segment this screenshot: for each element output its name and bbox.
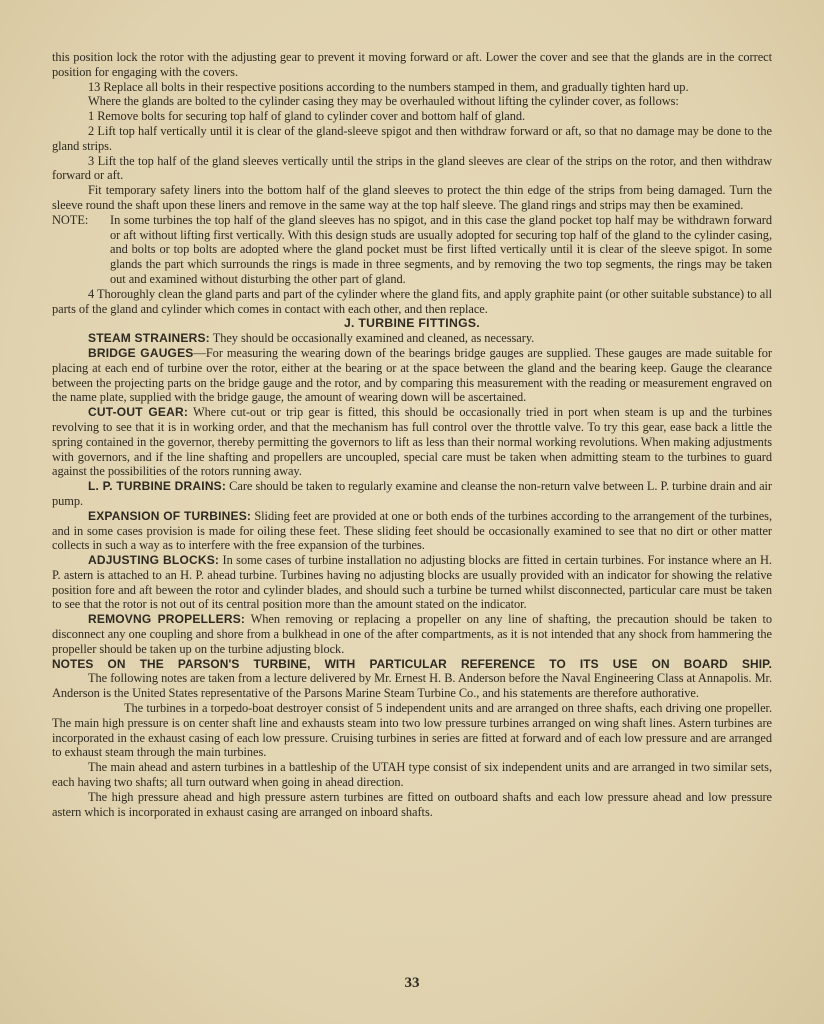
lead-heading: BRIDGE GAUGES [88,345,194,360]
paragraph: this position lock the rotor with the adjusting gear to prevent it moving forward or aft. Lower the cover and see that the glands are in the correct position for engaging with the covers. [52,50,772,79]
paragraph-adjusting-blocks [52,553,772,612]
lead-heading: REMOVNG PROPELLERS: [88,612,246,627]
paragraph-steam-strainers [52,331,772,346]
paragraph: The high pressure ahead and high pressure astern turbines are fitted on outboard shafts and each low pressure ahead and low pressure astern which is incorporated in exhaust casing are arranged on inboard shafts. [52,789,772,819]
paragraph-text: —For measuring the wearing down of the bearings bridge gauges are supplied. These gauges are made suitable for placing at each end of turbine over the rotor, either at the bearing or at the space between the gland and the bearing keep. Gauge the clearance between the projecting parts on the bridge gauge and the rotor, and by comparing this measurement with the reading or measurement engraved on the name plate, supplied with the bridge gauge, the amount of wearing down will be ascertained. [52,345,772,405]
note-text: In some turbines the top half of the gland sleeves has no spigot, and in this case the gland pocket top half may be withdrawn forward or aft without lifting first vertically. With this design studs are usually adopted for securing top half of the gland to the cylinder casing, and bolts or top bolts are adopted where the gland pocket must be first lifted vertically until it is clear of the sleeve spigot. In some glands the part which surrounds the rings is made in three segments, and by removing the two top segments, the rings may be taken out and examined without disturbing the other part of gland. [110,212,772,286]
paragraph-step-2: 2 Lift top half vertically until it is clear of the gland-sleeve spigot and then withdraw forward or aft, so that no damage may be done to the gland strips. [52,123,772,153]
note-label: NOTE: [52,212,89,227]
lead-heading: EXPANSION OF TURBINES: [88,508,252,523]
section-heading: J. TURBINE FITTINGS. [343,316,480,331]
paragraph-bridge-gauges [52,346,772,405]
paragraph-removing-propellers [52,612,772,656]
note-block [52,213,772,287]
paragraph-text: Care should be taken to regularly examine and cleanse the non-return valve between L. P. turbine drain and air pump. [52,479,772,508]
paragraph-step-1: 1 Remove bolts for securing top half of gland to cylinder cover and bottom half of gland. [88,109,526,124]
paragraph-text: When removing or replacing a propeller on any line of shafting, the precaution should be taken to disconnect any one coupling and shore from a bulkhead in one of the after compartments, as it is not intended that any shock from hammering the propeller should be taken up on the turbine adjusting block. [52,612,772,656]
section-heading: NOTES ON THE PARSON'S TURBINE, WITH PARTICULAR REFERENCE TO ITS USE ON BOARD SHIP. [52,656,772,671]
paragraph: The following notes are taken from a lecture delivered by Mr. Ernest H. B. Anderson before the Naval Engineering Class at Annapolis. Mr. Anderson is the United States representative of the Parsons Marine Steam Turbine Co., and his statements are therefore authorative. [52,671,772,701]
paragraph: The main ahead and astern turbines in a battleship of the UTAH type consist of six independent units and are arranged in two similar sets, each having two shafts; all turn outward when going in ahead direction. [52,760,772,790]
lead-heading: STEAM STRAINERS: [88,331,210,346]
document-body [52,50,772,819]
paragraph-expansion [52,509,772,553]
paragraph-text: Where cut-out or trip gear is fitted, this should be occasionally tried in port when steam is up and the turbines revolving to see that it is in working order, and that the mechanism has full control over the throttle valve. To try this gear, ease back a little the spring contained in the governor, thereby permitting the governors to lift as less than their normal working revolutions. When making adjustments with governors, and if the line shafting and propellers are uncoupled, special care must be taken when admitting steam to the turbines to guard against the possibilities of the rotors running away. [52,405,772,479]
paragraph: Where the glands are bolted to the cylinder casing they may be overhauled without lifting the cylinder cover, as follows: [88,94,679,109]
lead-heading: L. P. TURBINE DRAINS: [88,479,227,494]
lead-heading: ADJUSTING BLOCKS: [88,553,220,568]
paragraph-text: In some cases of turbine installation no adjusting blocks are fitted in certain turbines. For instance where an H. P. astern is attached to an H. P. ahead turbine. Turbines having no adjusting blocks are usually provided with an indicator for showing the relative position fore and aft beween the rotor and cylinder blades, and should such a turbine be turned whilst disconnected, particular care must be taken to see that the rotor is not out of its central position more than the amount stated on the indicator. [52,553,772,612]
paragraph-lp-turbine-drains [52,479,772,509]
paragraph: The turbines in a torpedo-boat destroyer consist of 5 independent units and are arranged on three shafts, each driving one propeller. The main high pressure is on center shaft line and exhausts steam into two low pressure turbines arranged on wing shaft lines. Astern turbines are incorporated in the exhaust casing of each low pressure. Cruising turbines in series are fitted at forward and of each low pressure and are arranged to exhaust steam through the main turbines. [52,701,772,760]
paragraph-cut-out-gear [52,405,772,479]
paragraph-text: They should be occasionally examined and cleaned, as necessary. [209,331,535,346]
paragraph-step-13: 13 Replace all bolts in their respective positions according to the numbers stamped in them, and gradually tighten hard up. [88,79,689,94]
paragraph-step-3: 3 Lift the top half of the gland sleeves vertically until the strips in the gland sleeves are clear of the strips on the rotor, and then withdraw forward or aft. [52,153,772,183]
paragraph-step-4: 4 Thoroughly clean the gland parts and part of the cylinder where the gland fits, and apply graphite paint (or other suitable substance) to all parts of the gland and cylinder which comes in contact with each other, and then replace. [52,286,772,316]
paragraph-text: Sliding feet are provided at one or both ends of the turbines according to the arrangement of the turbines, and in some cases provision is made for oiling these feet. These sliding feet should be occasionally examined to see that no dirt or other matter collects in such a way as to interfere with the free expansion of the turbines. [52,508,773,553]
page-number: 33 [404,975,420,991]
paragraph: Fit temporary safety liners into the bottom half of the gland sleeves to protect the thin edge of the strips from being damaged. Turn the sleeve round the shaft upon these liners and remove in the same way at the top half sleeve. The gland rings and strips may then be examined. [52,183,772,212]
lead-heading: CUT-OUT GEAR: [88,405,189,420]
